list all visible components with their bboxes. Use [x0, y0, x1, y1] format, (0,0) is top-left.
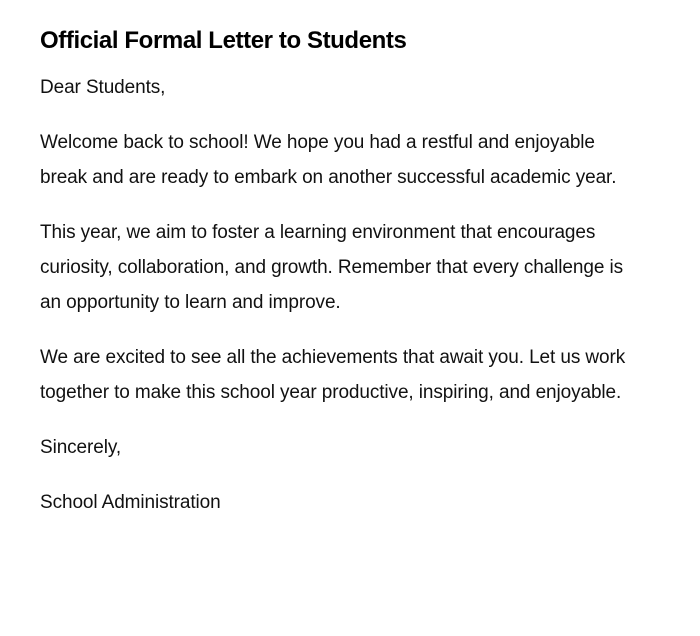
letter-document — [40, 24, 640, 520]
letter-signature: School Administration — [40, 492, 221, 513]
letter-salutation: Dear Students, — [40, 77, 166, 98]
letter-paragraph-goals: This year, we aim to foster a learning environment that encourages curiosity, collaboration, and growth. Remember that every challenge is an opportunity to learn and improve. — [40, 222, 623, 313]
letter-paragraph-welcome: Welcome back to school! We hope you had a restful and enjoyable break and are ready to embark on another successful academic year. — [40, 132, 617, 188]
letter-closing: Sincerely, — [40, 437, 122, 458]
letter-title: Official Formal Letter to Students — [40, 27, 407, 54]
letter-paragraph-achievements: We are excited to see all the achievements that await you. Let us work together to make this school year productive, inspiring, and enjoyable. — [40, 347, 626, 403]
